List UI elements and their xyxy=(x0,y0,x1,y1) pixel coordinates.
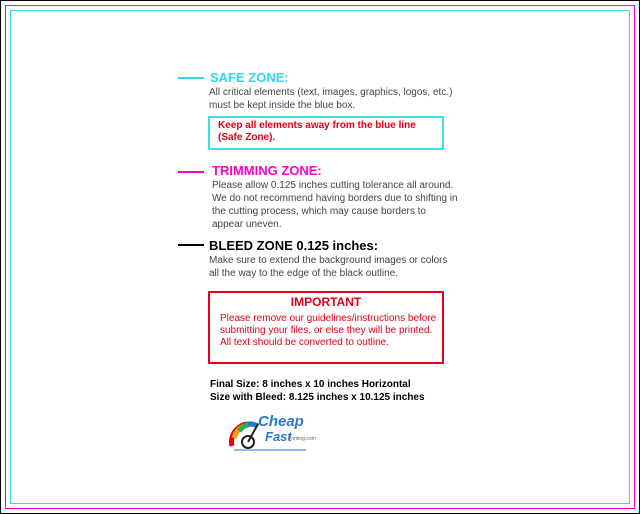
bleed-zone-text: Make sure to extend the background images or colors all the way to the edge of the black outline. xyxy=(209,255,448,279)
safe-zone-marker xyxy=(178,77,204,79)
safe-zone-text: All critical elements (text, images, graphics, logos, etc.) must be kept inside the blue box. xyxy=(209,87,453,111)
logo-word-fast: Fast xyxy=(265,429,292,444)
logo-word-cheap: Cheap xyxy=(258,413,304,430)
safe-zone-title: SAFE ZONE: xyxy=(210,70,289,85)
trimming-zone-marker xyxy=(178,171,204,173)
important-title: IMPORTANT xyxy=(290,295,362,309)
final-size: Final Size: 8 inches x 10 inches Horizontal xyxy=(210,379,411,390)
bleed-zone-marker xyxy=(178,244,204,246)
size-info xyxy=(210,378,425,404)
logo-subtext: Printing.com xyxy=(288,436,316,442)
safe-zone-note: Keep all elements away from the blue line (Safe Zone). xyxy=(218,120,416,143)
trimming-zone-title: TRIMMING ZONE: xyxy=(212,163,322,178)
bleed-zone-title: BLEED ZONE 0.125 inches: xyxy=(209,238,379,253)
trimming-zone-text: Please allow 0.125 inches cutting tolerance all around. We do not recommend having borders due to shifting in the cutting process, which may cause borders to appear uneven. xyxy=(212,180,458,230)
important-text: Please remove our guidelines/instructions before submitting your files, or else they will be printed. All text should be converted to outline. xyxy=(220,313,437,348)
bleed-size: Size with Bleed: 8.125 inches x 10.125 inches xyxy=(210,392,425,403)
